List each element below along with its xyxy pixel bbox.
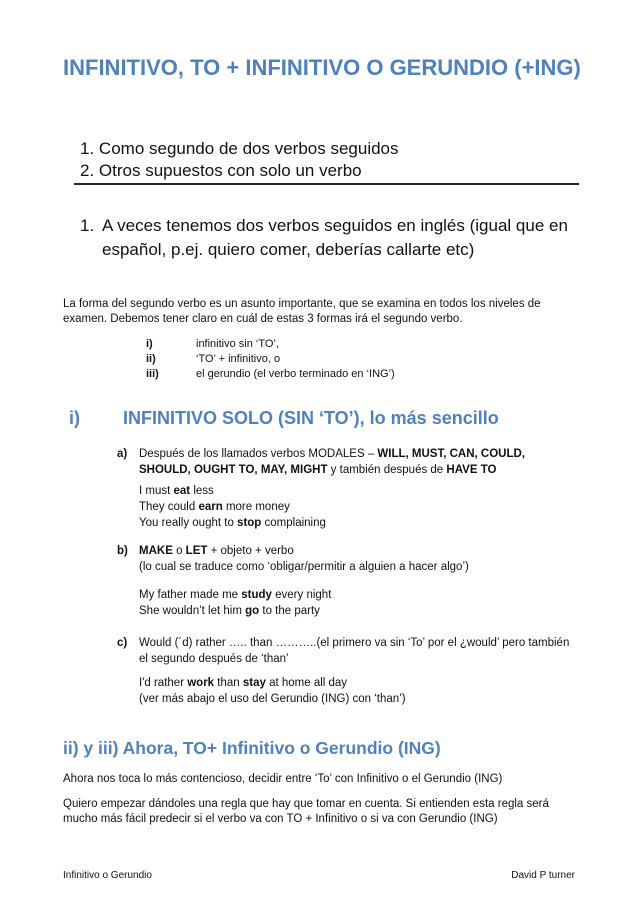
example-line: I must eat less: [139, 485, 214, 497]
intro-text: A veces tenemos dos verbos seguidos en inglés (igual que en español, p.ej. quiero comer, deberías callarte etc): [102, 216, 568, 259]
intro-item: [80, 214, 568, 262]
footer-right: David P turner: [511, 870, 575, 881]
intro-paragraph: La forma del segundo verbo es un asunto importante, que se examina en todos los niveles de examen. Debemos tener claro en cuál de estas 3 formas irá el segundo verbo.: [63, 298, 541, 325]
example-line: She wouldn’t let him go to the party: [139, 605, 320, 617]
toc-num: 1.: [80, 139, 95, 158]
intro-num: 1.: [80, 216, 95, 235]
forms-list: [146, 338, 546, 383]
forms-item: [146, 368, 546, 383]
section-i-num: i): [69, 408, 80, 428]
forms-text: el gerundio (el verbo terminado en ‘ING’): [196, 368, 395, 380]
forms-label: i): [146, 338, 153, 350]
item-a-label: a): [117, 448, 128, 460]
page-title: INFINITIVO, TO + INFINITIVO O GERUNDIO (+ING): [63, 55, 581, 80]
item-a: [117, 446, 577, 478]
toc-text: Otros supuestos con solo un verbo: [98, 161, 362, 180]
item-c-label: c): [117, 637, 128, 649]
item-a-text: Después de los llamados verbos MODALES – WILL, MUST, CAN, COULD, SHOULD, OUGHT TO, MAY, MIGHT y también después de HAVE TO: [139, 448, 525, 476]
section-i-title: INFINITIVO SOLO (SIN ‘TO’), lo más sencillo: [123, 408, 499, 428]
item-c-example: [139, 675, 406, 707]
forms-text: ‘TO’ + infinitivo, o: [196, 353, 281, 365]
example-line: You really ought to stop complaining: [139, 517, 326, 529]
forms-label: iii): [146, 368, 159, 380]
toc-item-1: [80, 138, 399, 160]
example-line: They could earn more money: [139, 501, 290, 513]
item-b-examples: [139, 587, 331, 619]
forms-item: [146, 353, 546, 368]
item-b: [117, 543, 577, 575]
item-b-text: MAKE o LET + objeto + verbo (lo cual se traduce como ‘obligar/permitir a alguien a hacer algo’): [139, 545, 469, 573]
forms-item: [146, 338, 546, 353]
toc-item-2: [80, 160, 362, 182]
item-a-examples: [139, 483, 326, 531]
toc-num: 2.: [80, 161, 95, 180]
section-ii-paragraph-1: Ahora nos toca lo más contencioso, decidir entre ‘To’ con Infinitivo o el Gerundio (ING): [63, 773, 503, 785]
forms-label: ii): [146, 353, 156, 365]
example-line: My father made me study every night: [139, 589, 332, 601]
example-line: I'd rather work than stay at home all day: [139, 677, 348, 689]
toc-divider: [74, 183, 579, 185]
toc-text: Como segundo de dos verbos seguidos: [98, 139, 399, 158]
footer-left: Infinitivo o Gerundio: [63, 870, 152, 881]
item-c: [117, 635, 577, 667]
item-b-label: b): [117, 545, 128, 557]
forms-text: infinitivo sin ‘TO’,: [196, 338, 279, 350]
item-c-text: Would (´d) rather ….. than ………..(el primero va sin ‘To’ por el ¿would’ pero también el segundo después de ‘than’: [139, 637, 570, 665]
section-ii-paragraph-2: Quiero empezar dándoles una regla que hay que tomar en cuenta. Si entienden esta regla será mucho más fácil predecir si el verbo va con TO + Infinitivo o si va con Gerundio (ING): [63, 798, 549, 825]
section-ii-heading: ii) y iii) Ahora, TO+ Infinitivo o Gerundio (ING): [63, 738, 441, 758]
example-note: (ver más abajo el uso del Gerundio (ING) con ‘than’): [139, 693, 406, 705]
